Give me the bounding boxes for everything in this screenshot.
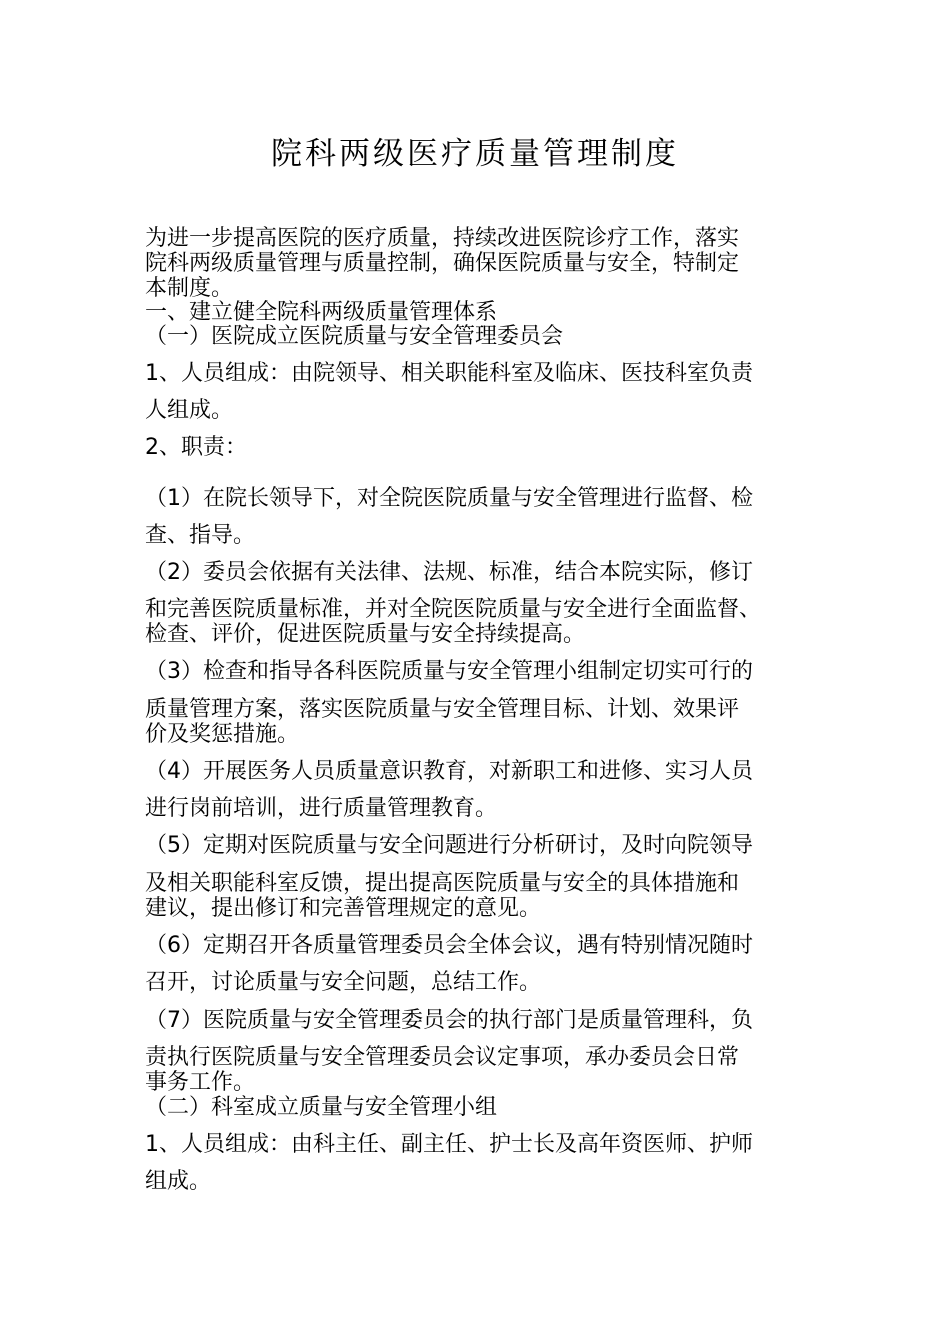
paragraph-line: 1、人员组成：由科主任、副主任、护士长及高年资医师、护师 <box>145 1132 753 1157</box>
paragraph-line: 2、职责： <box>145 435 247 460</box>
paragraph-line: 组成。 <box>145 1169 212 1194</box>
paragraph-line: 责执行医院质量与安全管理委员会议定事项，承办委员会日常 <box>145 1045 740 1070</box>
paragraph-line: 及相关职能科室反馈，提出提高医院质量与安全的具体措施和 <box>145 871 740 896</box>
section-heading: 一、建立健全院科两级质量管理体系 <box>145 300 498 325</box>
paragraph-line: 进行岗前培训，进行质量管理教育。 <box>145 796 498 821</box>
paragraph-line: 人组成。 <box>145 398 234 423</box>
subsection-heading: （二）科室成立质量与安全管理小组 <box>145 1095 498 1120</box>
paragraph-line: （1）在院长领导下，对全院医院质量与安全管理进行监督、检 <box>145 486 753 511</box>
paragraph-line: （4）开展医务人员质量意识教育，对新职工和进修、实习人员 <box>145 759 753 784</box>
paragraph-line: 事务工作。 <box>145 1070 256 1095</box>
paragraph-line: （2）委员会依据有关法律、法规、标准，结合本院实际，修订 <box>145 560 753 585</box>
paragraph-line: 检查、评价，促进医院质量与安全持续提高。 <box>145 622 586 647</box>
paragraph-line: 建议，提出修订和完善管理规定的意见。 <box>145 896 542 921</box>
paragraph-line: 为进一步提高医院的医疗质量，持续改进医院诊疗工作，落实 <box>145 226 740 251</box>
paragraph-line: 1、人员组成：由院领导、相关职能科室及临床、医技科室负责 <box>145 361 753 386</box>
document-title: 院科两级医疗质量管理制度 <box>271 136 679 172</box>
paragraph-line: 质量管理方案，落实医院质量与安全管理目标、计划、效果评 <box>145 697 740 722</box>
paragraph-line: （6）定期召开各质量管理委员会全体会议，遇有特别情况随时 <box>145 933 753 958</box>
paragraph-line: 本制度。 <box>145 276 234 301</box>
paragraph-line: 查、指导。 <box>145 523 256 548</box>
paragraph-line: 和完善医院质量标准，并对全院医院质量与安全进行全面监督、 <box>145 597 762 622</box>
paragraph-line: 价及奖惩措施。 <box>145 722 300 747</box>
paragraph-line: （5）定期对医院质量与安全问题进行分析研讨，及时向院领导 <box>145 833 753 858</box>
paragraph-line: （3）检查和指导各科医院质量与安全管理小组制定切实可行的 <box>145 659 753 684</box>
paragraph-line: 院科两级质量管理与质量控制，确保医院质量与安全，特制定 <box>145 251 740 276</box>
paragraph-line: （7）医院质量与安全管理委员会的执行部门是质量管理科，负 <box>145 1008 753 1033</box>
subsection-heading: （一）医院成立医院质量与安全管理委员会 <box>145 324 564 349</box>
paragraph-line: 召开，讨论质量与安全问题，总结工作。 <box>145 970 542 995</box>
